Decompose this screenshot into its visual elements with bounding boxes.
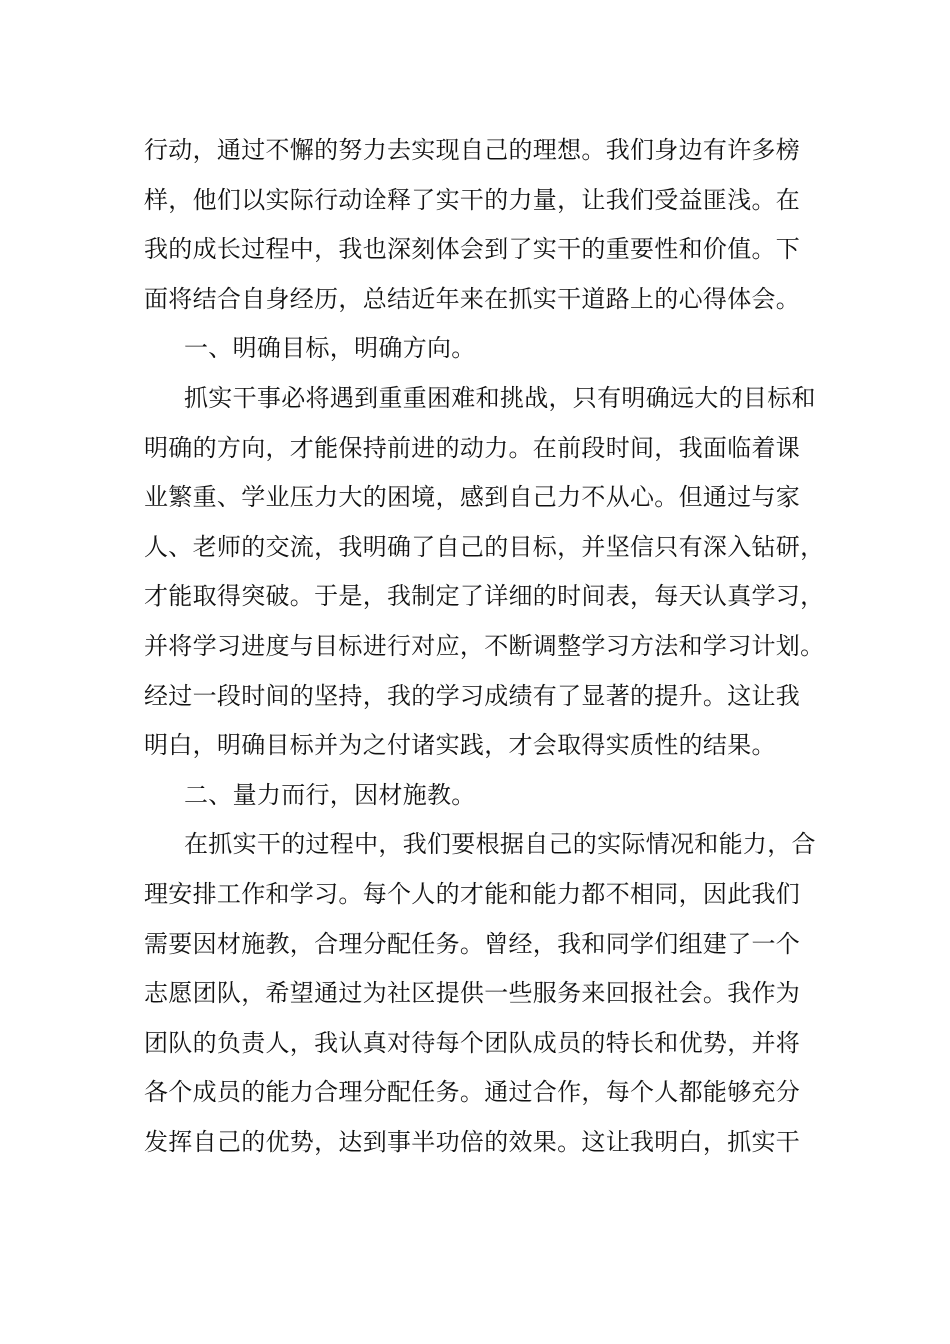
text-line: 抓实干事必将遇到重重困难和挑战，只有明确远大的目标和	[184, 383, 816, 412]
text-line: 经过一段时间的坚持，我的学习成绩有了显著的提升。这让我	[144, 681, 801, 710]
text-line: 志愿团队，希望通过为社区提供一些服务来回报社会。我作为	[144, 979, 801, 1008]
text-line: 我的成长过程中，我也深刻体会到了实干的重要性和价值。下	[144, 235, 801, 264]
text-line: 团队的负责人，我认真对待每个团队成员的特长和优势，并将	[144, 1028, 801, 1057]
document-body	[144, 126, 834, 1167]
text-line: 各个成员的能力合理分配任务。通过合作，每个人都能够充分	[144, 1078, 801, 1107]
text-line: 理安排工作和学习。每个人的才能和能力都不相同，因此我们	[144, 879, 801, 908]
text-line: 明确的方向，才能保持前进的动力。在前段时间，我面临着课	[144, 433, 801, 462]
text-line: 在抓实干的过程中，我们要根据自己的实际情况和能力，合	[184, 830, 816, 859]
section-heading-1: 一、明确目标，明确方向。	[184, 334, 476, 363]
text-line: 才能取得突破。于是，我制定了详细的时间表，每天认真学习，	[144, 582, 825, 611]
text-line: 行动，通过不懈的努力去实现自己的理想。我们身边有许多榜	[144, 136, 801, 164]
text-line: 需要因材施教，合理分配任务。曾经，我和同学们组建了一个	[144, 929, 801, 958]
text-line: 样，他们以实际行动诠释了实干的力量，让我们受益匪浅。在	[144, 185, 801, 214]
text-line: 并将学习进度与目标进行对应，不断调整学习方法和学习计划。	[144, 631, 825, 660]
text-line: 业繁重、学业压力大的困境，感到自己力不从心。但通过与家	[144, 483, 801, 512]
text-line: 发挥自己的优势，达到事半功倍的效果。这让我明白，抓实干	[144, 1127, 801, 1156]
section-heading-2: 二、量力而行，因材施教。	[184, 780, 476, 809]
text-line: 面将结合自身经历，总结近年来在抓实干道路上的心得体会。	[144, 284, 801, 313]
text-line: 人、老师的交流，我明确了自己的目标，并坚信只有深入钻研，	[144, 532, 825, 561]
text-line: 明白，明确目标并为之付诸实践，才会取得实质性的结果。	[144, 731, 776, 760]
